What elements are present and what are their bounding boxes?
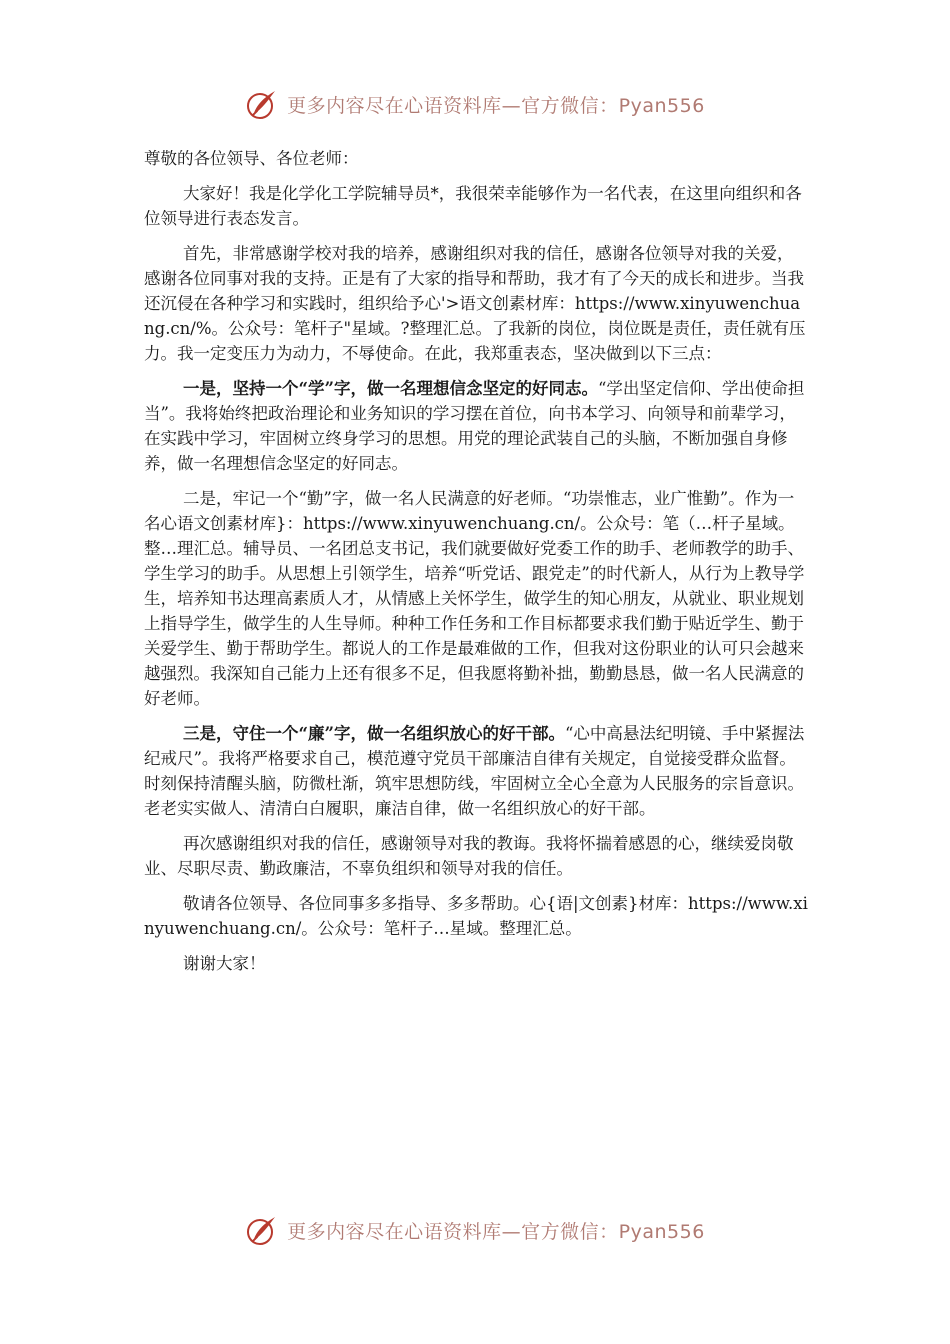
paragraph-4: 二是，牢记一个“勤”字，做一名人民满意的好老师。“功崇惟志，业广惟勤”。作为一名心语文创素材库}：https://www.xinyuwenchuang.cn/。公众号：笔（…杆子星域。整…理汇总。辅导员、一名团总支书记，我们就要做好党委工作的助手、老师教学的助手、学生学习的助手。从思想上引领学生，培养“听党话、跟党走”的时代新人，从行为上教导学生，培养知书达理高素质人才，从情感上关怀学生，做学生的知心朋友，从就业、职业规划上指导学生，做学生的人生导师。种种工作任务和工作目标都要求我们勤于贴近学生、勤于关爱学生、勤于帮助学生。都说人的工作是最难做的工作，但我对这份职业的认可只会越来越强烈。我深知自己能力上还有很多不足，但我愿将勤补拙，勤勤恳恳，做一名人民满意的好老师。 bbox=[144, 489, 805, 708]
document-body bbox=[144, 146, 809, 986]
pen-quill-logo-icon bbox=[245, 87, 279, 121]
banner-text: 更多内容尽在心语资料库—官方微信：Pyan556 bbox=[287, 94, 705, 117]
paragraph-1: 大家好！我是化学化工学院辅导员*，我很荣幸能够作为一名代表，在这里向组织和各位领导进行表态发言。 bbox=[144, 184, 802, 228]
paragraph-5 bbox=[144, 721, 809, 821]
pen-quill-logo-icon bbox=[245, 1213, 279, 1247]
closing: 谢谢大家！ bbox=[183, 954, 266, 973]
point-three-heading: 三是，守住一个“廉”字，做一名组织放心的好干部。 bbox=[183, 724, 565, 743]
point-one-heading: 一是，坚持一个“学”字，做一名理想信念坚定的好同志。 bbox=[183, 379, 598, 398]
banner-text: 更多内容尽在心语资料库—官方微信：Pyan556 bbox=[287, 1220, 705, 1243]
paragraph-6: 再次感谢组织对我的信任，感谢领导对我的教诲。我将怀揣着感恩的心，继续爱岗敬业、尽职尽责、勤政廉洁，不辜负组织和领导对我的信任。 bbox=[144, 834, 794, 878]
paragraph-2: 首先，非常感谢学校对我的培养，感谢组织对我的信任，感谢各位领导对我的关爱，感谢各位同事对我的支持。正是有了大家的指导和帮助，我才有了今天的成长和进步。当我还沉侵在各种学习和实践时，组织给予心'>语文创素材库：https://www.xinyuwenchuang.cn/%。公众号：笔杆子"星域。?整理汇总。了我新的岗位，岗位既是责任，责任就有压力。我一定变压力为动力，不辱使命。在此，我郑重表态，坚决做到以下三点： bbox=[144, 244, 806, 363]
footer-banner bbox=[0, 1210, 950, 1250]
paragraph-3 bbox=[144, 376, 809, 476]
paragraph-7: 敬请各位领导、各位同事多多指导、多多帮助。心{语|文创素}材库：https://www.xinyuwenchuang.cn/。公众号：笔杆子…星域。整理汇总。 bbox=[144, 894, 808, 938]
header-banner bbox=[0, 84, 950, 124]
point-three-text: “心中高悬法纪明镜、手中紧握法纪戒尺”。我将严格要求自己，模范遵守党员干部廉洁自律有关规定，自觉接受群众监督。时刻保持清醒头脑，防微杜渐，筑牢思想防线，牢固树立全心全意为人民服务的宗旨意识。老老实实做人、清清白白履职，廉洁自律，做一名组织放心的好干部。 bbox=[144, 724, 805, 818]
greeting: 尊敬的各位领导、各位老师： bbox=[144, 149, 359, 168]
point-one-text: “学出坚定信仰、学出使命担当”。我将始终把政治理论和业务知识的学习摆在首位，向书本学习、向领导和前辈学习，在实践中学习，牢固树立终身学习的思想。用党的理论武装自己的头脑，不断加强自身修养，做一名理想信念坚定的好同志。 bbox=[144, 379, 805, 473]
